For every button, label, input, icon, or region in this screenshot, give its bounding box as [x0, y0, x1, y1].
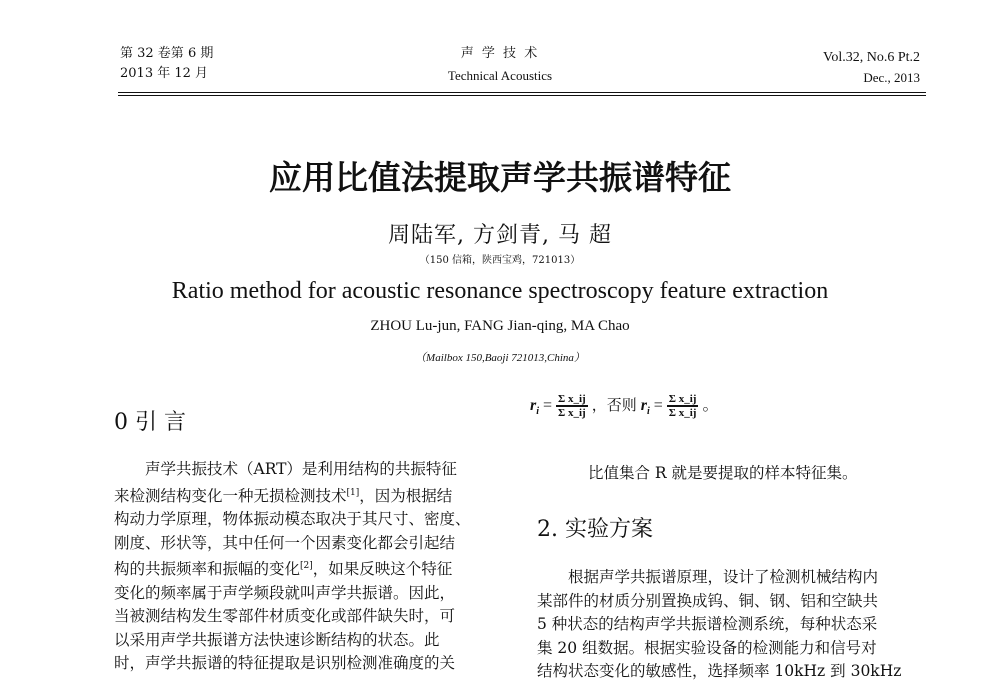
- paragraph-line: 当被测结构发生零部件材质变化或部件缺失时，可: [114, 607, 456, 626]
- header-rule-thin: [118, 95, 926, 96]
- authors-cn: 周陆军, 方剑青, 马 超: [388, 223, 612, 248]
- journal-name-en: Technical Acoustics: [447, 68, 553, 83]
- address-en: （Mailbox 150,Baoji 721013,China）: [415, 352, 585, 364]
- ratio-set-sentence: 比值集合 R 就是要提取的样本特征集。: [588, 464, 858, 482]
- equation-otherwise: ，否则: [591, 396, 637, 414]
- paragraph-line: 结构状态变化的敏感性，选择频率 10kHz 到 30kHz: [537, 662, 902, 680]
- paragraph-line: 时，声学共振谱的特征提取是识别检测准确度的关: [114, 654, 456, 673]
- section-heading-experiment: 2. 实验方案: [537, 517, 653, 542]
- header-rule: [118, 92, 926, 93]
- paragraph-line: 以采用声学共振谱方法快速诊断结构的状态。此: [114, 630, 440, 649]
- article-title-en: Ratio method for acoustic resonance spectroscopy feature extraction: [171, 278, 829, 304]
- paragraph-line: 构的共振频率和振幅的变化[2]，如果反映这个特征: [114, 560, 453, 579]
- journal-name-cn: 声 学 技 术: [460, 46, 540, 61]
- section-heading-introduction: 0 引 言: [114, 410, 186, 435]
- paragraph-line: 根据声学共振谱原理，设计了检测机械结构内: [568, 568, 879, 586]
- equation-lhs: $r_i$: [530, 397, 540, 418]
- citation: [1]: [346, 487, 360, 498]
- publication-date-en: Dec., 2013: [863, 70, 920, 85]
- authors-en: ZHOU Lu-jun, FANG Jian-qing, MA Chao: [370, 318, 630, 334]
- volume-issue-en: Vol.32, No.6 Pt.2: [823, 50, 920, 65]
- paragraph-line: 刚度、形状等，其中任何一个因素变化都会引起结: [114, 533, 456, 552]
- citation: [2]: [300, 561, 313, 572]
- equation-fraction-2: $\frac{\text{Σ x\_ij}}{\text{Σ x\_ij}}$: [668, 393, 697, 420]
- volume-issue: 第 32 卷第 6 期: [120, 46, 214, 61]
- experiment-paragraph: [537, 566, 921, 684]
- paragraph-line: 5 种状态的结构声学共振谱检测系统，每种状态采: [537, 615, 878, 633]
- introduction-paragraph: [114, 458, 498, 676]
- paragraph-line: 某部件的材质分别置换成钨、铜、钢、铝和空缺共: [537, 591, 879, 610]
- paragraph-line: 变化的频率属于声学频段就叫声学共振谱。因此，: [114, 583, 456, 602]
- equation-fraction-1: $\frac{\text{Σ x\_ij}}{\text{Σ x\_ij}}$: [558, 393, 586, 420]
- paragraph-line: 集 20 组数据。根据实验设备的检测能力和信号对: [537, 638, 877, 657]
- ratio-equation: $r_i$ = $\frac{\text{Σ x\_ij}}{\text{Σ x\_ij}}$ ，否则 $r_i$ = $\frac{\text{Σ x\_ij}}{\text{Σ x\_ij}}$ 。: [530, 393, 719, 420]
- article-title-cn: 应用比值法提取声学共振谱特征: [269, 158, 731, 197]
- address-cn: （150 信箱，陕西宝鸡，721013）: [419, 255, 581, 266]
- paragraph-line: 构动力学原理，物体振动模态取决于其尺寸、密度、: [114, 510, 471, 529]
- paragraph-line: 来检测结构变化一种无损检测技术[1]，因为根据结: [114, 486, 453, 505]
- paragraph-line: 声学共振技术（ART）是利用结构的共振特征: [145, 460, 457, 478]
- publication-date-cn: 2013 年 12 月: [120, 66, 209, 81]
